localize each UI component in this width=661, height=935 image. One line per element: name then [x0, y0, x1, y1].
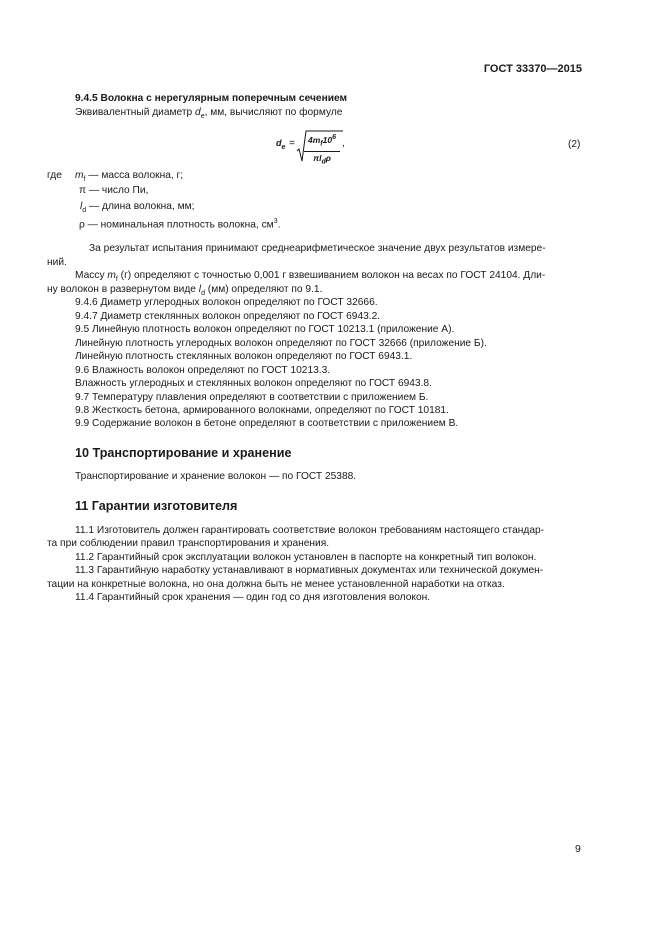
formula-number: (2): [568, 139, 581, 150]
clause-111-line-2: та при соблюдении правил транспортирования и хранения.: [47, 538, 330, 549]
section-10-text: Транспортирование и хранение волокон — по ГОСТ 25388.: [75, 471, 357, 482]
clause-98: 9.8 Жесткость бетона, армированного волокнами, определяют по ГОСТ 10181.: [75, 405, 449, 416]
mass-line-1: Массу $m_f$ (г) определяют с точностью 0,001 г взвешиванием волокон на весах по ГОСТ 24104. Дли-: [75, 270, 546, 284]
definition-density: ρ — номинальная плотность волокна, $см^3$.: [79, 218, 281, 231]
document-code: ГОСТ 33370—2015: [483, 63, 582, 75]
formula-numerator: $4m_f10^6$: [304, 132, 340, 152]
clause-114: 11.4 Гарантийный срок хранения — один год со дня изготовления волокон.: [75, 592, 431, 603]
intro-sub: e: [200, 113, 205, 121]
clause-95: 9.5 Линейную плотность волокон определяют по ГОСТ 10213.1 (приложение А).: [75, 324, 455, 335]
formula-fraction: [304, 132, 340, 168]
formula-lhs: $d_e$: [276, 138, 286, 151]
section-945-title: 9.4.5 Волокна с нерегулярным поперечным сечением: [75, 93, 348, 104]
clause-947: 9.4.7 Диаметр стеклянных волокон определяют по ГОСТ 6943.2.: [75, 311, 381, 322]
result-line-1: За результат испытания принимают среднеарифметическое значение двух результатов измере-: [89, 243, 546, 254]
page-number: 9: [575, 843, 581, 855]
clause-946: 9.4.6 Диаметр углеродных волокон определяют по ГОСТ 32666.: [75, 297, 378, 308]
clause-95-glass: Линейную плотность стеклянных волокон определяют по ГОСТ 6943.1.: [75, 351, 413, 362]
section-11-title: 11 Гарантии изготовителя: [75, 499, 238, 513]
clause-111-line-1: 11.1 Изготовитель должен гарантировать соответствие волокон требованиям настоящего стандар-: [75, 525, 545, 536]
formula-denominator: $\pi l_d\rho$: [313, 152, 331, 166]
definition-pi: π — число Пи,: [79, 185, 149, 196]
clause-113-line-1: 11.3 Гарантийную наработку устанавливают в нормативных документах или технической докумен-: [75, 565, 544, 576]
intro-pre: Эквивалентный диаметр: [75, 107, 196, 118]
intro-var: d: [195, 107, 201, 118]
section-10-title: 10 Транспортирование и хранение: [75, 446, 292, 460]
clause-99: 9.9 Содержание волокон в бетоне определяют в соответствии с приложением В.: [75, 418, 459, 429]
section-945-intro: [75, 105, 342, 124]
clause-96: 9.6 Влажность волокон определяют по ГОСТ 10213.3.: [75, 365, 331, 376]
clause-95-carbon: Линейную плотность углеродных волокон определяют по ГОСТ 32666 (приложение Б).: [75, 338, 487, 349]
result-line-2: ний.: [47, 257, 67, 268]
clause-112: 11.2 Гарантийный срок эксплуатации волокон установлен в паспорте на конкретный тип волокон.: [75, 552, 537, 563]
formula-comma: ,: [342, 138, 345, 149]
definition-mass: $m_f$ — масса волокна, г;: [75, 170, 184, 184]
mass-line-2: ну волокон в развернутом виде $l_d$ (мм) определяют по 9.1.: [47, 284, 323, 298]
clause-113-line-2: тации на конкретные волокна, но она должна быть не менее установленной наработки на отказ.: [47, 579, 505, 590]
formula-equals: =: [289, 138, 295, 149]
definition-length: $l_d$ — длина волокна, мм;: [80, 201, 195, 215]
clause-96-moisture: Влажность углеродных и стеклянных волокон определяют по ГОСТ 6943.8.: [75, 378, 432, 389]
intro-post: , мм, вычисляют по формуле: [204, 107, 343, 118]
clause-97: 9.7 Температуру плавления определяют в соответствии с приложением Б.: [75, 392, 429, 403]
where-word: где: [47, 170, 62, 181]
